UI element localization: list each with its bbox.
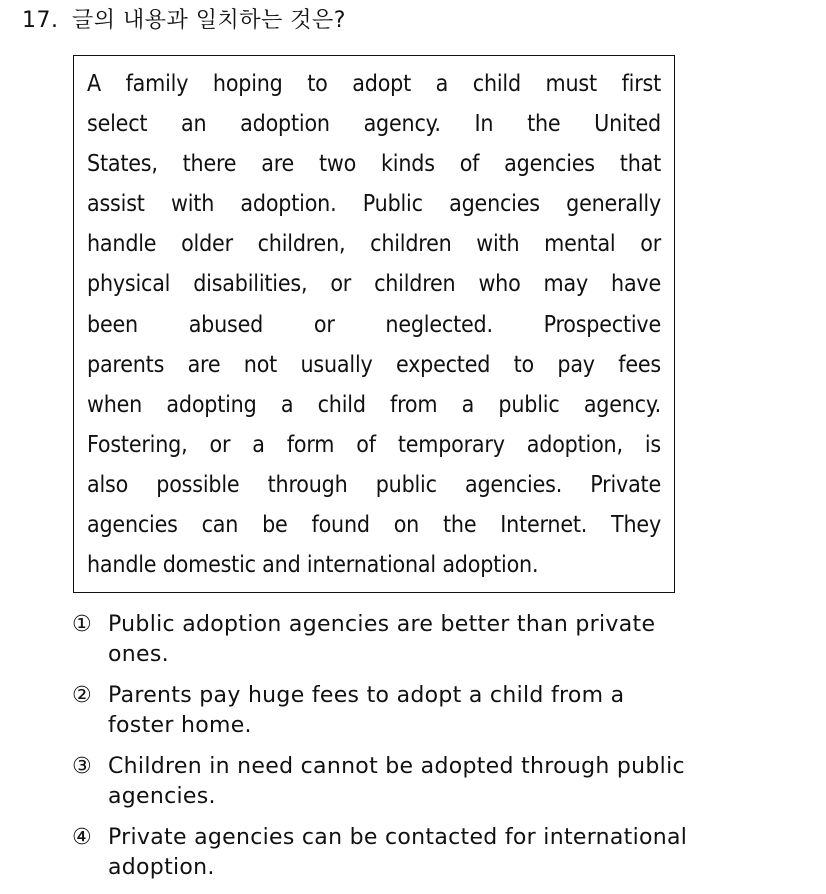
choice-3[interactable]: [72, 752, 752, 812]
passage-line: parents are not usually expected to pay fees: [87, 351, 661, 378]
choice-line: Public adoption agencies are better than private: [108, 612, 656, 637]
choice-line: Private agencies can be contacted for international: [108, 825, 688, 850]
choice-line: ones.: [108, 642, 169, 667]
passage-line: select an adoption agency. In the United: [87, 111, 661, 138]
passage-line: when adopting a child from a public agency.: [87, 391, 661, 418]
passage-line: physical disabilities, or children who may have: [87, 271, 661, 298]
choice-2-text: [72, 681, 752, 741]
passage-line: agencies can be found on the Internet. They: [87, 512, 661, 539]
choice-line: adoption.: [108, 855, 215, 880]
choice-line: foster home.: [108, 713, 252, 738]
choice-4[interactable]: [72, 823, 752, 883]
passage-line: A family hoping to adopt a child must first: [87, 71, 661, 97]
passage-line: States, there are two kinds of agencies that: [87, 151, 661, 178]
question-text: 글의 내용과 일치하는 것은?: [72, 8, 346, 33]
question-heading: [22, 6, 346, 36]
passage-line: handle domestic and international adoption.: [87, 552, 539, 579]
passage-line: Fostering, or a form of temporary adoption, is: [87, 431, 661, 458]
choice-1[interactable]: [72, 610, 752, 670]
choice-2[interactable]: [72, 681, 752, 741]
choice-2-marker: ②: [72, 683, 93, 708]
passage-line: been abused or neglected. Prospective: [87, 311, 661, 338]
choice-1-marker: ①: [72, 612, 93, 637]
passage-line: assist with adoption. Public agencies generally: [87, 191, 661, 218]
choice-line: agencies.: [108, 784, 216, 809]
passage-line: handle older children, children with mental or: [87, 231, 661, 258]
question-number: 17.: [22, 8, 59, 33]
choice-1-text: [72, 610, 752, 670]
choice-4-marker: ④: [72, 825, 93, 850]
choice-4-text: [72, 823, 752, 883]
choice-line: Parents pay huge fees to adopt a child from a: [108, 683, 625, 708]
choice-line: Children in need cannot be adopted through public: [108, 754, 685, 779]
passage-line: also possible through public agencies. Private: [87, 471, 661, 498]
passage-box: [73, 55, 675, 593]
choice-3-text: [72, 752, 752, 812]
choice-3-marker: ③: [72, 754, 93, 779]
answer-choices: [72, 610, 752, 894]
